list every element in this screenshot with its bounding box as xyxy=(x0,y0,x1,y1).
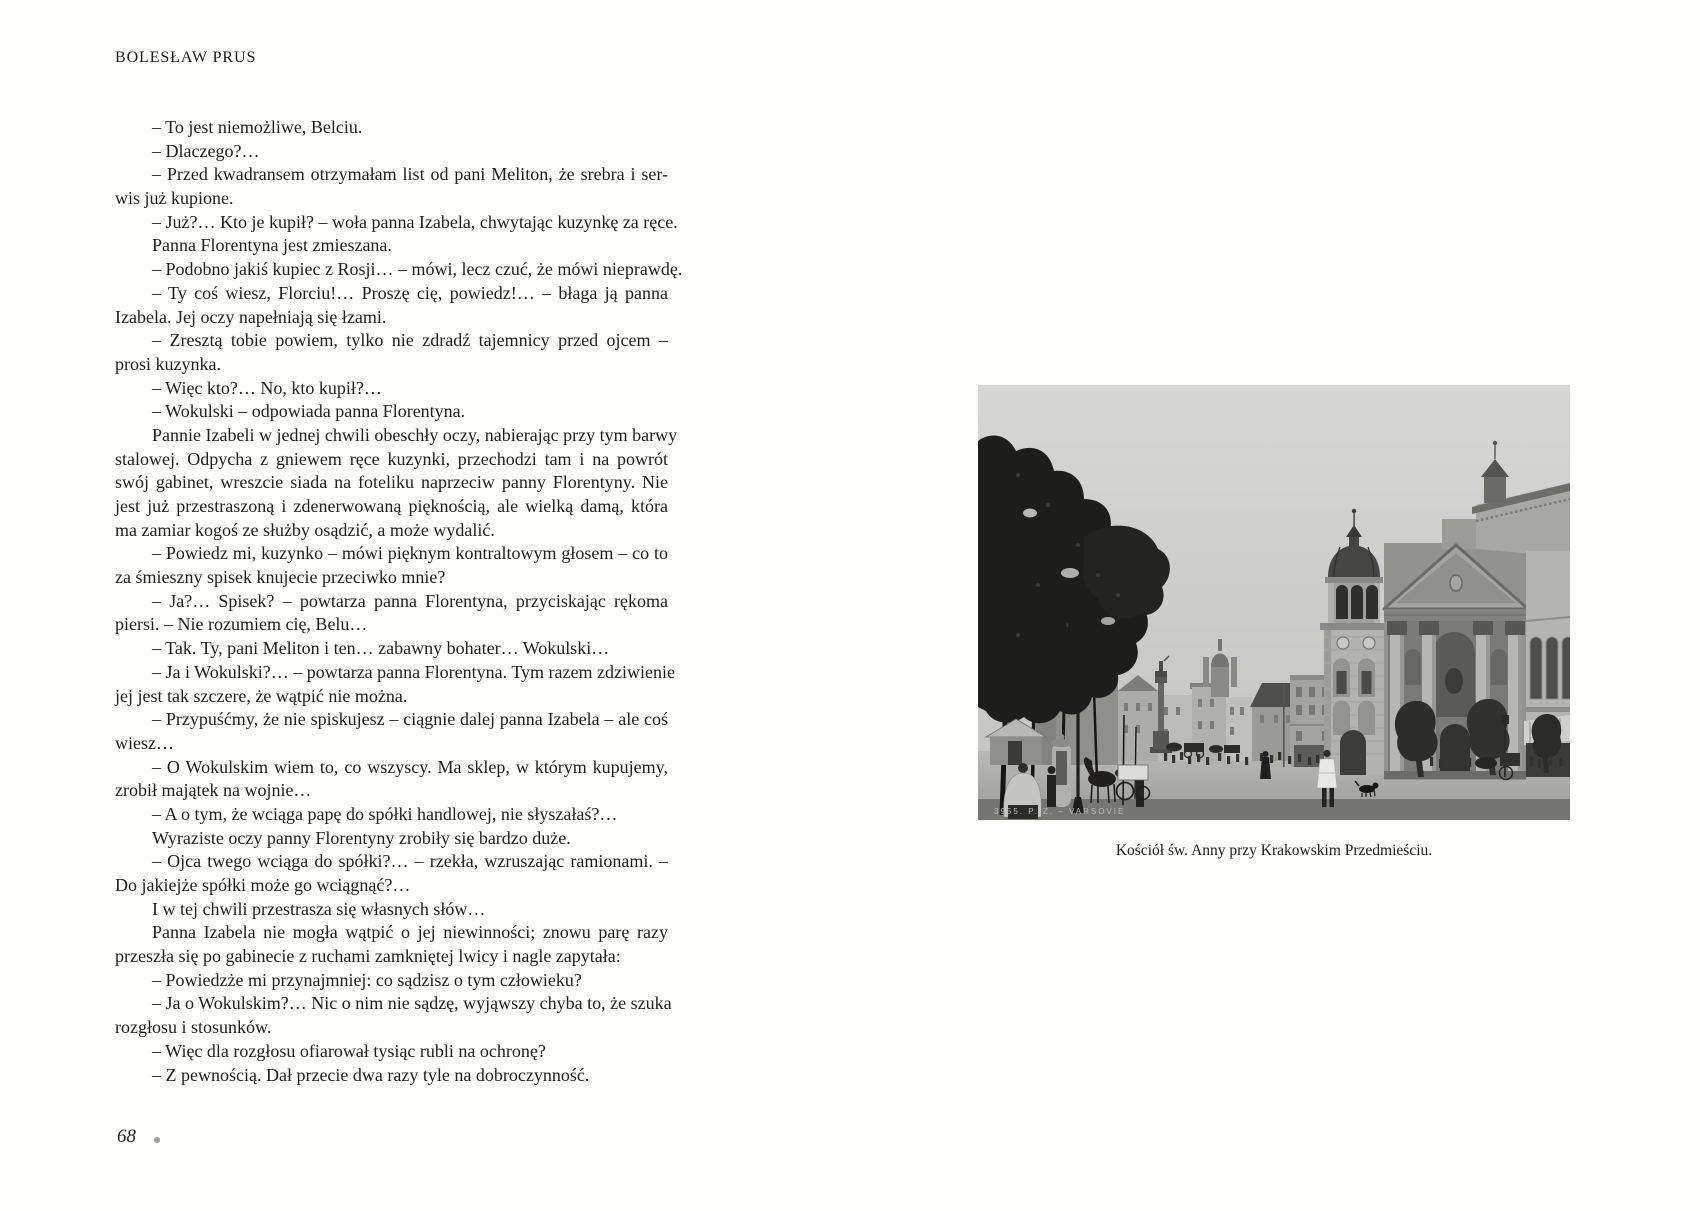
body-text-line: wis już kupione. xyxy=(115,188,234,209)
running-header: BOLESŁAW PRUS xyxy=(115,49,257,66)
body-text-line: – A o tym, że wciąga papę do spółki handlowej, nie słyszałaś?… xyxy=(152,803,618,824)
photo-st-anne-church xyxy=(978,385,1570,820)
body-text-line: – Powiedzże mi przynajmniej: co sądzisz o tym człowieku? xyxy=(152,969,582,990)
body-text-line: rozgłosu i stosunków. xyxy=(115,1017,272,1038)
body-text-line: – O Wokulskim wiem to, co wszyscy. Ma sklep, w którym kupujemy, xyxy=(152,756,668,777)
body-text-line: I w tej chwili przestrasza się własnych słów… xyxy=(152,898,486,919)
body-text-line: – Dlaczego?… xyxy=(152,140,260,161)
body-text-line: – Więc kto?… No, kto kupił?… xyxy=(152,377,382,398)
body-text-line: swój gabinet, wreszcie siada na foteliku naprzeciw panny Florentyny. Nie xyxy=(115,472,668,493)
body-text-line: – Ja o Wokulskim?… Nic o nim nie sądzę, wyjąwszy chyba to, że szuka xyxy=(152,993,672,1014)
photo-inscription: 3955. P. Z. – VARSOVIE xyxy=(994,807,1126,816)
body-text-line: przeszła się po gabinecie z ruchami zamkniętej lwicy i nagle zapytała: xyxy=(115,946,621,967)
body-text-line: Izabela. Jej oczy napełniają się łzami. xyxy=(115,306,387,327)
body-text-line: – Więc dla rozgłosu ofiarował tysiąc rubli na ochronę? xyxy=(152,1040,546,1061)
body-text-line: – Podobno jakiś kupiec z Rosji… – mówi, lecz czuć, że mówi nieprawdę. xyxy=(152,259,683,280)
body-text-line: – Już?… Kto je kupił? – woła panna Izabela, chwytając kuzynkę za ręce. xyxy=(152,211,678,232)
body-text-line: Panna Florentyna jest zmieszana. xyxy=(152,235,392,256)
body-text-line: ma zamiar kogoś ze służby osądzić, a może wydalić. xyxy=(115,519,495,540)
body-text-line: – Wokulski – odpowiada panna Florentyna. xyxy=(152,401,466,422)
body-text-line: – Ojca twego wciąga do spółki?… – rzekła, wzruszając ramionami. – xyxy=(152,851,668,872)
body-text xyxy=(115,116,683,1087)
body-text-line: Do jakiejże spółki może go wciągnąć?… xyxy=(115,875,411,895)
body-text-line: – Ja?… Spisek? – powtarza panna Florentyna, przyciskając rękoma xyxy=(152,590,668,611)
body-text-line: Pannie Izabeli w jednej chwili obeschły oczy, nabierając przy tym barwy xyxy=(152,424,678,445)
body-text-line: – Ja i Wokulski?… – powtarza panna Florentyna. Tym razem zdziwienie xyxy=(152,661,675,682)
body-text-line: zrobił majątek na wojnie… xyxy=(115,780,312,801)
body-text-line: Panna Izabela nie mogła wątpić o jej niewinności; znowu parę razy xyxy=(152,922,668,943)
body-text-line: prosi kuzynka. xyxy=(115,353,221,374)
body-text-line: Wyraziste oczy panny Florentyny zrobiły się bardzo duże. xyxy=(152,827,571,848)
body-text-line: jest już przestraszoną i zdenerwowaną pięknością, ale wielką damą, która xyxy=(115,496,668,516)
body-text-line: – Tak. Ty, pani Meliton i ten… zabawny bohater… Wokulski… xyxy=(152,638,610,659)
body-text-line: – Powiedz mi, kuzynko – mówi pięknym kontraltowym głosem – co to xyxy=(152,543,668,564)
body-text-line: – Przed kwadransem otrzymałam list od pani Meliton, że srebra i ser- xyxy=(152,164,668,185)
photo-illustration xyxy=(978,385,1570,820)
body-text-line: jej jest tak szczere, że wątpić nie można. xyxy=(115,685,408,706)
body-text-line: stalowej. Odpycha z gniewem ręce kuzynki, przechodzi tam i na powrót xyxy=(115,448,668,469)
body-text-line: – Przypuśćmy, że nie spiskujesz – ciągnie dalej panna Izabela – ale coś xyxy=(152,709,668,730)
photo-caption: Kościół św. Anny przy Krakowskim Przedmieściu. xyxy=(1115,842,1433,859)
body-text-line: – Zresztą tobie powiem, tylko nie zdradź tajemnicy przed ojcem – xyxy=(152,330,668,351)
body-text-line: piersi. – Nie rozumiem cię, Belu… xyxy=(115,614,368,635)
body-text-line: – To jest niemożliwe, Belciu. xyxy=(152,117,363,137)
page-number-dot xyxy=(154,1137,160,1143)
body-text-line: – Z pewnością. Dał przecie dwa razy tyle na dobroczynność. xyxy=(152,1064,590,1085)
body-text-line: za śmieszny spisek knujecie przeciwko mnie? xyxy=(115,567,446,588)
body-text-line: – Ty coś wiesz, Florciu!… Proszę cię, powiedz!… – błaga ją panna xyxy=(152,282,668,303)
page-number: 68 xyxy=(117,1126,136,1147)
body-text-line: wiesz… xyxy=(115,732,174,753)
